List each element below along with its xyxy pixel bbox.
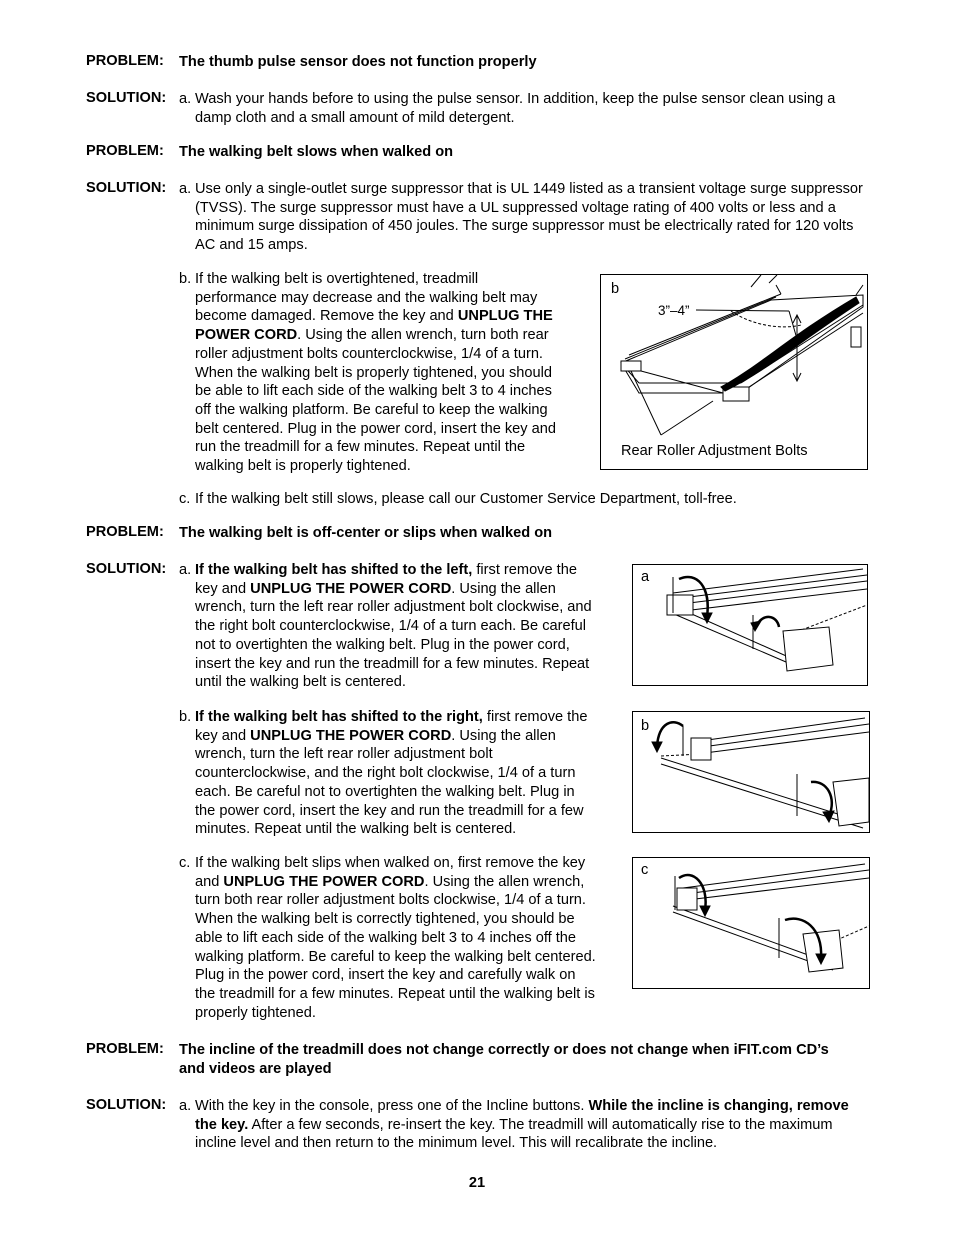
bold-text: If the walking belt has shifted to the left,	[195, 562, 473, 578]
item-letter: c.	[179, 491, 191, 507]
bold-text: UNPLUG THE POWER CORD	[250, 727, 452, 744]
item-text	[195, 1097, 871, 1153]
solution-label: SOLUTION:	[86, 561, 167, 577]
problem-heading: The incline of the treadmill does not change correctly or does not change when iFIT.com CD’s and videos are played	[179, 1042, 829, 1077]
item-text	[195, 270, 563, 476]
text-run: Use only a single-outlet surge suppressor that is UL 1449 listed as a transient voltage surge suppressor (TVSS). The surge suppressor must have a UL suppressed voltage rating of 400 volts or less and a minimum surge dissipation of 450 joules. The surge suppressor must be electrically rated for 120 volts AC and 15 amps.	[195, 181, 863, 254]
problem-heading: The thumb pulse sensor does not function properly	[179, 54, 537, 70]
solution-item	[179, 180, 871, 255]
problem-label: PROBLEM:	[86, 1041, 164, 1057]
solution-item	[179, 90, 871, 127]
solution-label: SOLUTION:	[86, 1097, 167, 1113]
item-text	[195, 708, 597, 839]
belt-slip-figure	[632, 857, 870, 989]
item-letter: b.	[179, 271, 192, 287]
text-run: After a few seconds, re-insert the key. The treadmill will automatically rise to the maximum incline level and then return to the minimum level. This will recalibrate the incline.	[195, 1116, 833, 1152]
figure-letter: c	[641, 862, 649, 878]
item-text	[195, 561, 595, 692]
solution-item	[179, 561, 595, 692]
bold-text: UNPLUG THE POWER CORD	[223, 873, 425, 890]
bold-text: While the incline is changing, remove the key.	[195, 1098, 849, 1133]
solution-item	[179, 854, 597, 1022]
text-run: . Using the allen wrench, turn the left rear roller adjustment bolt counterclockwise, and the right bolt clockwise, 1/4 of a turn each. Be careful not to overtighten the walking belt. Plug in the power cord, insert the key and run the treadmill for a few minutes. Repeat until the walking belt is centered.	[195, 727, 584, 838]
belt-tension-figure	[600, 274, 868, 470]
text-run: With the key in the console, press one of the Incline buttons.	[195, 1098, 589, 1114]
item-letter: c.	[179, 855, 191, 871]
text-run: If the walking belt is overtightened, treadmill performance may decrease and the walking belt may become damaged. Remove the key and	[195, 271, 538, 325]
item-text	[195, 854, 597, 1022]
text-run: Wash your hands before to using the pulse sensor. In addition, keep the pulse sensor clean using a damp cloth and a small amount of mild detergent.	[195, 91, 836, 126]
figure-letter: b	[611, 281, 620, 297]
text-run: If the walking belt slips when walked on, first remove the key and	[195, 855, 586, 890]
solution-item	[179, 270, 563, 476]
problem-heading: The walking belt slows when walked on	[179, 144, 454, 160]
figure-letter: b	[641, 718, 650, 734]
solution-item	[179, 708, 597, 839]
text-run: . Using the allen wrench, turn the left rear roller adjustment bolt clockwise, and the right bolt counterclockwise, 1/4 of a turn each. Be careful not to overtighten the walking belt. Plug in the power cord, insert the key and run the treadmill for a few minutes. Repeat until the walking belt is centered.	[195, 580, 592, 691]
figure-caption: Rear Roller Adjustment Bolts	[621, 443, 808, 459]
item-text	[195, 180, 871, 255]
solution-item	[179, 490, 871, 509]
text-run: If the walking belt still slows, please call our Customer Service Department, toll-free.	[195, 491, 737, 507]
bold-text: UNPLUG THE POWER CORD	[195, 308, 553, 344]
problem-label: PROBLEM:	[86, 524, 164, 540]
page-number: 21	[468, 1175, 486, 1191]
item-text	[195, 490, 871, 509]
problem-label: PROBLEM:	[86, 143, 164, 159]
item-letter: b.	[179, 709, 192, 725]
measurement-label: 3”–4”	[658, 303, 690, 318]
item-letter: a.	[179, 91, 192, 107]
problem-heading: The walking belt is off-center or slips when walked on	[179, 525, 553, 541]
figure-letter: a	[641, 569, 650, 585]
item-text	[195, 90, 871, 127]
problem-label: PROBLEM:	[86, 53, 164, 69]
solution-label: SOLUTION:	[86, 180, 167, 196]
belt-left-figure	[632, 564, 868, 686]
solution-label: SOLUTION:	[86, 90, 167, 106]
bold-text: UNPLUG THE POWER CORD	[250, 580, 452, 597]
bold-text: If the walking belt has shifted to the right,	[195, 709, 483, 725]
item-letter: a.	[179, 181, 192, 197]
text-run: first remove the key and	[195, 562, 577, 597]
text-run: first remove the key and	[195, 709, 588, 744]
item-letter: a.	[179, 562, 192, 578]
text-run: . Using the allen wrench, turn both rear roller adjustment bolts clockwise, 1/4 of a turn. When the walking belt is correctly tightened, you should be able to lift each side of the walking belt 3 to 4 inches off the walking platform. Be careful to keep the walking belt centered. Plug in the power cord, insert the key and carefully walk on the treadmill for a few minutes. Repeat until the walking belt is properly tightened.	[195, 873, 596, 1021]
solution-item	[179, 1097, 871, 1153]
item-letter: a.	[179, 1098, 192, 1114]
text-run: . Using the allen wrench, turn both rear roller adjustment bolts counterclockwise, 1/4 of a turn. When the walking belt is properly tightened, you should be able to lift each side of the walking belt 3 to 4 inches off the walking platform. Be careful to keep the walking belt centered. Plug in the power cord, insert the key and run the treadmill for a few minutes. Repeat until the walking belt is properly tightened.	[195, 327, 557, 475]
belt-right-figure	[632, 711, 870, 833]
